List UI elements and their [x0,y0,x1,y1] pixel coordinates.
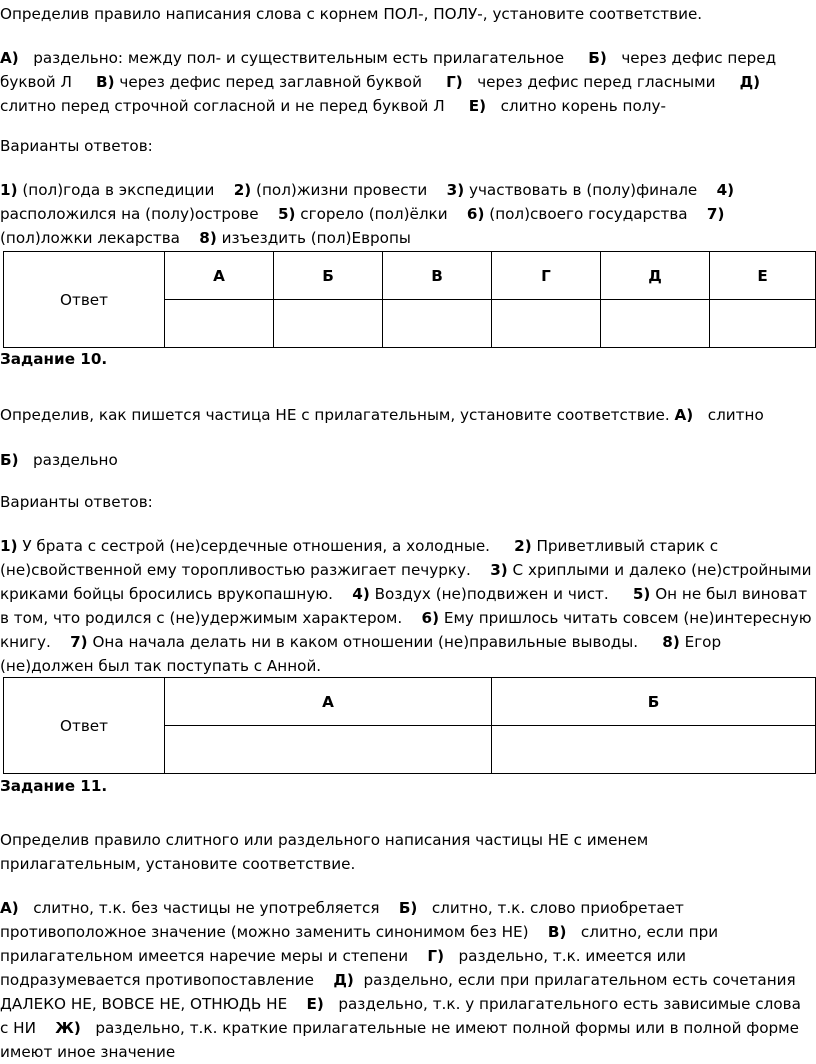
option-num: 5) [277,205,296,223]
option-num: 1) [0,537,18,555]
option-num: 3) [490,561,508,579]
option-text: Егор (не)должен был так поступать с Анной. [0,633,722,675]
rule-text: раздельно, т.к. у прилагательного есть зависимые слова с НИ [0,995,801,1037]
option-num: 5) [632,585,651,603]
task10-options [0,534,815,678]
answer-cell[interactable] [165,300,274,348]
rule-letter: А) [0,899,19,917]
answer-cell[interactable] [165,726,492,774]
answer-header: А [165,678,492,726]
rule-text: слитно корень полу- [500,97,666,115]
option-num: 7) [706,205,725,223]
answer-header: Б [492,678,816,726]
answer-header: Е [710,252,816,300]
rule-letter: Б) [588,49,607,67]
option-text: Приветливый старик с (не)свойственной ему торопливостью разжигает печурку. [0,537,719,579]
answer-row-label: Ответ [4,678,165,774]
rule-letter: Е) [306,995,324,1013]
answer-cell[interactable] [492,726,816,774]
answer-header: Б [274,252,383,300]
task10-answer-table [3,677,816,774]
rule-text: раздельно: между пол- и существительным есть прилагательное [33,49,565,67]
option-text: изъездить (пол)Европы [221,229,411,247]
rule-letter: В) [547,923,567,941]
task9-answer-table [3,251,816,348]
rule-text: слитно, т.к. без частицы не употребляется [33,899,380,917]
rule-letter: Б) [0,451,19,469]
option-text: сгорело (пол)ёлки [300,205,448,223]
intro-text: Определив, как пишется частица НЕ с прилагательным, установите соответствие. [0,406,670,424]
task9-options [0,178,800,250]
rule-letter: Г) [446,73,463,91]
option-text: расположился на (полу)острове [0,205,259,223]
option-num: 8) [662,633,680,651]
rule-letter: А) [0,49,19,67]
task-title-text: Задание 11. [0,777,108,795]
rule-letter: Д) [333,971,354,989]
answer-header: Д [601,252,710,300]
option-text: (пол)ложки лекарства [0,229,180,247]
task10-intro [0,403,816,427]
option-num: 7) [70,633,88,651]
task9-rules [0,46,812,118]
task9-intro: Определив правило написания слова с корнем ПОЛ-, ПОЛУ-, установите соответствие. [0,5,703,23]
option-text: (пол)года в экспедиции [22,181,215,199]
rule-text: слитно перед строчной согласной и не перед буквой Л [0,97,445,115]
task-title-text: Задание 10. [0,350,108,368]
rule-letter: Е) [468,97,487,115]
rule-text: через дефис перед буквой Л [0,49,777,91]
rule-text: раздельно [33,451,118,469]
rule-text: раздельно, если при прилагательном есть сочетания ДАЛЕКО НЕ, ВОВСЕ НЕ, ОТНЮДЬ НЕ [0,971,796,1013]
answer-cell[interactable] [274,300,383,348]
answer-header: А [165,252,274,300]
answer-cell[interactable] [492,300,601,348]
rule-text: через дефис перед гласными [477,73,716,91]
option-text: участвовать в (полу)финале [468,181,698,199]
rule-letter: Ж) [55,1019,81,1037]
answer-cell[interactable] [710,300,816,348]
option-num: 2) [514,537,532,555]
option-num: 6) [466,205,485,223]
answer-header: Г [492,252,601,300]
task10-title [0,347,816,371]
rule-text: раздельно, т.к. имеется или подразумевается противопоставление [0,947,687,989]
answer-cell[interactable] [601,300,710,348]
rule-text: слитно [707,406,764,424]
option-num: 3) [446,181,465,199]
rule-text: слитно, т.к. слово приобретает противоположное значение (можно заменить синонимом без НЕ) [0,899,684,941]
option-num: 4) [352,585,370,603]
task11-rules [0,896,805,1064]
rule-letter: Г) [427,947,445,965]
rule-text: через дефис перед заглавной буквой [119,73,422,91]
rule-letter: Д) [739,73,761,91]
option-text: Он не был виноват в том, что родился с (не)удержимым характером. [0,585,808,627]
task9-variants-heading: Варианты ответов: [0,137,153,155]
option-text: Ему пришлось читать совсем (не)интересную книгу. [0,609,812,651]
rule-text: слитно, если при прилагательном имеется наречие меры и степени [0,923,719,965]
option-text: (пол)своего государства [489,205,688,223]
option-text: Она начала делать ни в каком отношении (не)правильные выводы. [92,633,639,651]
rule-letter: Б) [398,899,418,917]
answer-header: В [383,252,492,300]
option-text: С хриплыми и далеко (не)стройными криками бойцы бросились врукопашную. [0,561,812,603]
task11-intro: Определив правило слитного или раздельного написания частицы НЕ с именем прилагательным, установите соответствие. [0,831,649,873]
answer-cell[interactable] [383,300,492,348]
task10-rule-b [0,448,816,472]
option-num: 4) [716,181,735,199]
answer-row-label: Ответ [4,252,165,348]
task10-variants-heading: Варианты ответов: [0,493,153,511]
rule-letter: В) [96,73,115,91]
task11-title [0,774,816,798]
option-num: 1) [0,181,18,199]
option-text: Воздух (не)подвижен и чист. [374,585,609,603]
option-text: У брата с сестрой (не)сердечные отношения, а холодные. [22,537,490,555]
option-num: 2) [233,181,252,199]
rule-letter: А) [674,406,694,424]
option-text: (пол)жизни провести [256,181,428,199]
option-num: 6) [421,609,440,627]
option-num: 8) [199,229,217,247]
rule-text: раздельно, т.к. краткие прилагательные не имеют полной формы или в полной форме имеют иное значение [0,1019,799,1061]
